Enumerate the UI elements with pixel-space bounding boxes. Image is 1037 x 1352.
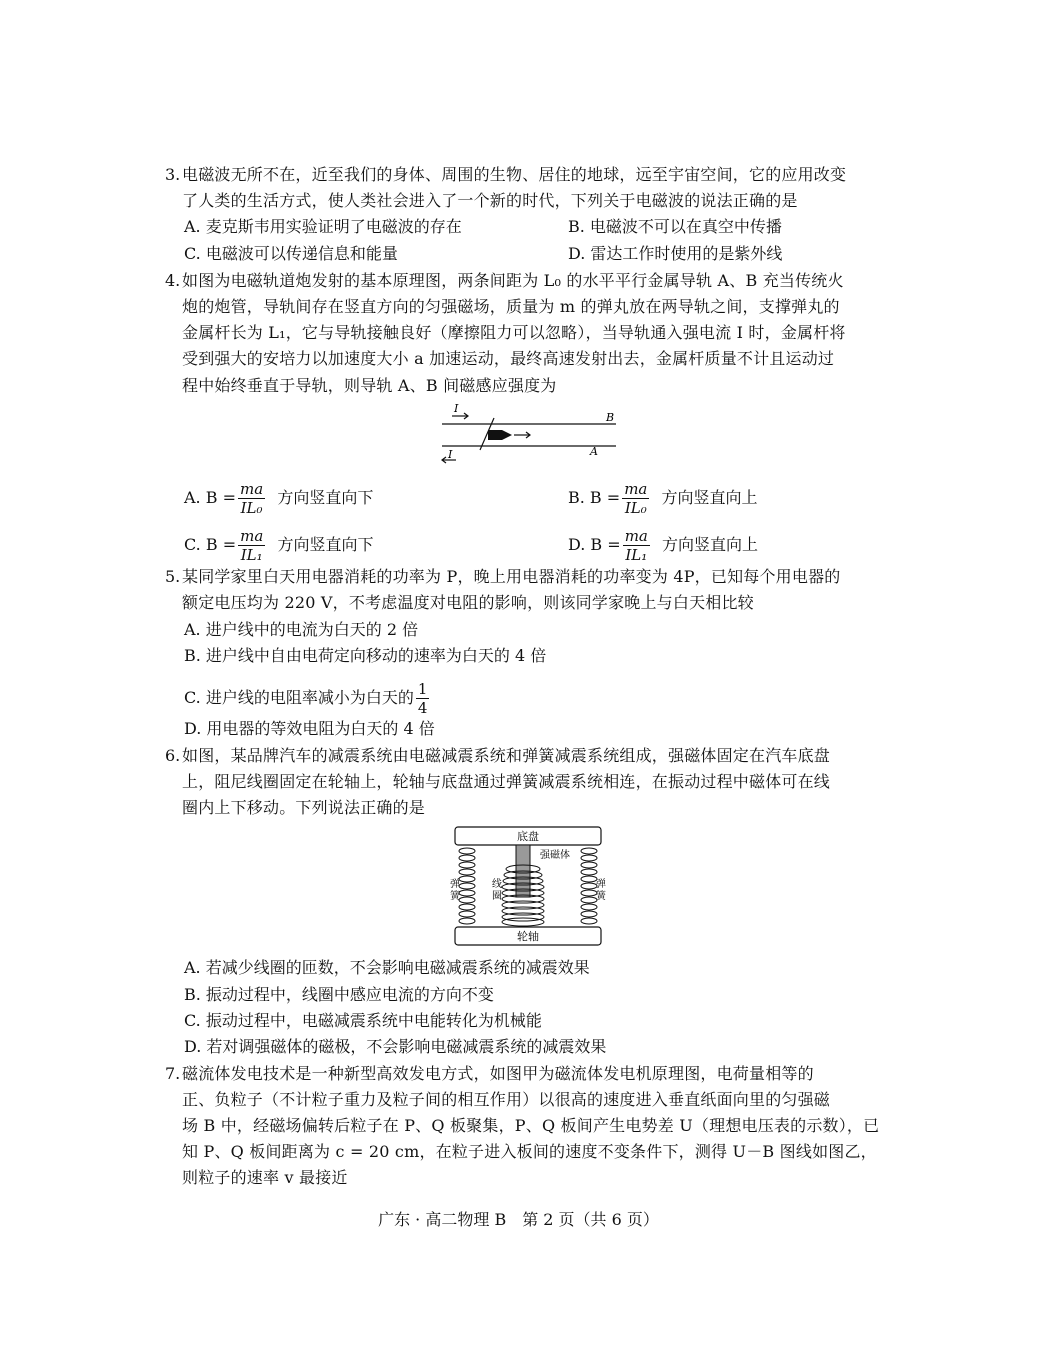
option-b: B. 振动过程中，线圈中感应电流的方向不变: [184, 985, 494, 1004]
denominator: IL₀: [624, 499, 647, 517]
question-number: 3.: [165, 165, 181, 184]
numerator: ma: [624, 480, 648, 498]
right-spring: [581, 848, 597, 924]
question-stem-line: 金属杆长为 L₁，它与导轨接触良好（摩擦阻力可以忽略），当导轨通入强电流 I 时，金属杆将: [182, 323, 846, 342]
question-stem-line: 额定电压均为 220 V，不考虑温度对电阻的影响，则该同学家晚上与白天相比较: [182, 593, 754, 612]
railgun-diagram: [430, 402, 620, 466]
option-d: [568, 527, 758, 564]
option-d: D. 若对调强磁体的磁极，不会影响电磁减震系统的减震效果: [184, 1037, 607, 1056]
denominator: IL₁: [240, 546, 263, 564]
option-b: B. 进户线中自由电荷定向移动的速率为白天的 4 倍: [184, 646, 547, 665]
denominator: IL₁: [625, 546, 648, 564]
numerator: ma: [239, 480, 264, 498]
fraction: [623, 527, 650, 564]
option-c: C. 振动过程中，电磁减震系统中电能转化为机械能: [184, 1011, 542, 1030]
question-number: 4.: [165, 271, 181, 290]
option-d: D. 雷达工作时使用的是紫外线: [568, 244, 783, 263]
question-number: 5.: [165, 567, 181, 586]
shock-absorber-diagram: [452, 825, 604, 949]
option-prefix: A. B =: [184, 488, 236, 507]
numerator: ma: [624, 527, 648, 545]
option-text: C. 进户线的电阻率减小为白天的: [184, 688, 414, 707]
coil-label: 线: [492, 879, 502, 890]
left-spring: [459, 848, 475, 924]
option-a: [184, 480, 373, 517]
chassis-label: 底盘: [517, 830, 539, 843]
current-label-top: I: [454, 402, 459, 415]
direction: 方向竖直向下: [277, 488, 374, 507]
denominator: IL₀: [240, 499, 263, 517]
question-stem-line: 炮的炮管，导轨间存在竖直方向的匀强磁场，质量为 m 的弹丸放在两导轨之间，支撑弹丸的: [182, 297, 840, 316]
question-stem-line: 电磁波无所不在，近至我们的身体、周围的生物、居住的地球，远至宇宙空间，它的应用改变: [182, 165, 847, 184]
question-stem-line: 受到强大的安培力以加速度大小 a 加速运动，最终高速发射出去，金属杆质量不计且运动过: [182, 349, 835, 368]
magnet-label: 强磁体: [540, 850, 570, 861]
rail-b-label: B: [606, 411, 615, 424]
option-a: A. 麦克斯韦用实验证明了电磁波的存在: [184, 217, 462, 236]
rail-a-label: A: [590, 445, 598, 458]
option-prefix: C. B =: [184, 535, 237, 554]
question-stem-line: 上，阻尼线圈固定在轮轴上，轮轴与底盘通过弹簧减震系统相连，在振动过程中磁体可在线: [182, 772, 831, 791]
projectile: [488, 430, 512, 440]
question-number: 7.: [165, 1064, 181, 1083]
current-label-bottom: I: [448, 448, 453, 461]
spring-right-label: 弹: [596, 879, 606, 890]
numerator: 1: [417, 680, 428, 698]
question-stem-line: 如图，某品牌汽车的减震系统由电磁减震系统和弹簧减震系统组成，强磁体固定在汽车底盘: [182, 746, 831, 765]
spring-right-label: 簧: [596, 891, 606, 902]
denominator: 4: [417, 699, 428, 717]
axle-label: 轮轴: [517, 930, 539, 943]
question-stem-line: 某同学家里白天用电器消耗的功率为 P，晚上用电器消耗的功率变为 4P，已知每个用电器的: [182, 567, 841, 586]
coil-label: 圈: [492, 891, 502, 902]
option-a: A. 进户线中的电流为白天的 2 倍: [184, 620, 419, 639]
question-stem-line: 知 P、Q 板间距离为 c = 20 cm，在粒子进入板间的速度不变条件下，测得 U－B 图线如图乙，: [182, 1142, 877, 1161]
fraction: [238, 527, 265, 564]
spring-left-label: 弹: [450, 879, 460, 890]
option-d: D. 用电器的等效电阻为白天的 4 倍: [184, 719, 435, 738]
fraction: [622, 480, 649, 517]
direction: 方向竖直向下: [277, 535, 374, 554]
question-stem-line: 程中始终垂直于导轨，则导轨 A、B 间磁感应强度为: [182, 376, 557, 395]
option-prefix: D. B =: [568, 535, 621, 554]
option-c: [184, 680, 431, 717]
question-stem-line: 则粒子的速率 v 最接近: [182, 1168, 348, 1187]
fraction: [238, 480, 265, 517]
option-prefix: B. B =: [568, 488, 621, 507]
numerator: ma: [240, 527, 264, 545]
option-b: [568, 480, 758, 517]
spring-left-label: 簧: [450, 891, 460, 902]
option-a: A. 若减少线圈的匝数，不会影响电磁减震系统的减震效果: [184, 958, 590, 977]
direction: 方向竖直向上: [661, 488, 758, 507]
option-c: [184, 527, 373, 564]
question-stem-line: 磁流体发电技术是一种新型高效发电方式，如图甲为磁流体发电机原理图，电荷量相等的: [182, 1064, 814, 1083]
fraction: [416, 680, 430, 717]
question-number: 6.: [165, 746, 181, 765]
question-stem-line: 场 B 中，经磁场偏转后粒子在 P、Q 板聚集，P、Q 板间产生电势差 U（理想电压表的示数），已: [182, 1116, 880, 1135]
page-footer: 广东 · 高二物理 B 第 2 页（共 6 页）: [378, 1210, 659, 1229]
question-stem-line: 如图为电磁轨道炮发射的基本原理图，两条间距为 L₀ 的水平平行金属导轨 A、B 充当传统火: [182, 271, 844, 290]
question-stem-line: 圈内上下移动。下列说法正确的是: [182, 798, 426, 817]
option-c: C. 电磁波可以传递信息和能量: [184, 244, 398, 263]
question-stem-line: 了人类的生活方式，使人类社会进入了一个新的时代，下列关于电磁波的说法正确的是: [182, 191, 798, 210]
option-b: B. 电磁波不可以在真空中传播: [568, 217, 782, 236]
question-stem-line: 正、负粒子（不计粒子重力及粒子间的相互作用）以很高的速度进入垂直纸面向里的匀强磁: [182, 1090, 831, 1109]
direction: 方向竖直向上: [662, 535, 759, 554]
